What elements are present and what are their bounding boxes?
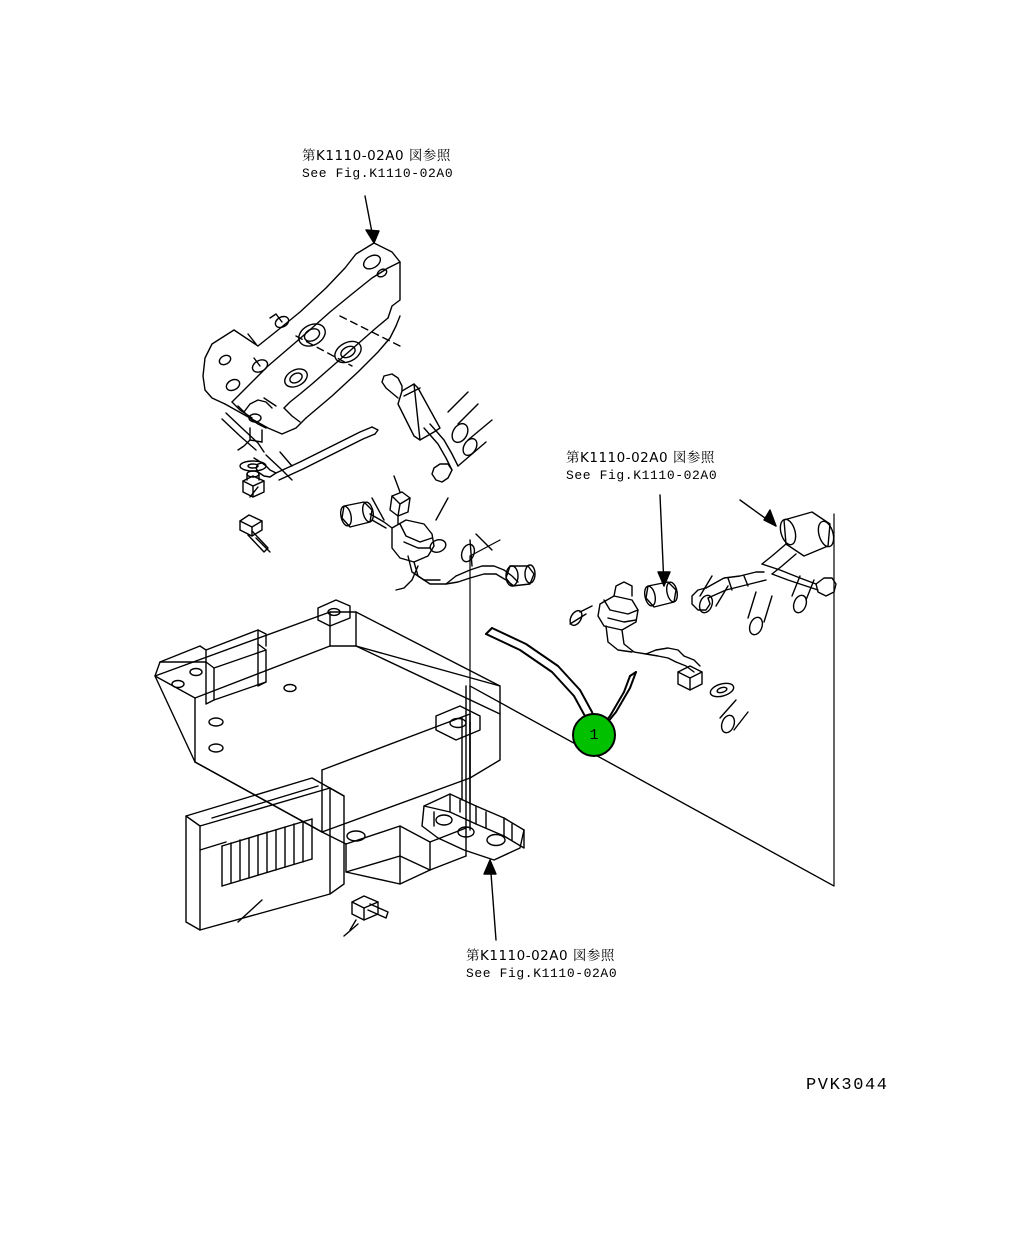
seat-base-frame: [155, 600, 500, 884]
leader-bottom-ref: [484, 860, 496, 940]
reference-callout-top: [302, 148, 453, 182]
center-linkage: [339, 492, 535, 590]
left-small-parts: [240, 461, 270, 552]
leaders-center: [372, 476, 492, 566]
item-number-badge-1: 1: [572, 713, 616, 757]
upper-bracket: [203, 243, 404, 434]
long-rod-left: [254, 427, 378, 480]
cover-bolt: [344, 896, 388, 936]
drawing-code: PVK3044: [806, 1076, 889, 1095]
reference-callout-bottom: [466, 948, 617, 982]
gas-cylinder-upper: [382, 374, 458, 482]
reference-callout-top-jp: 第K1110-02A0 図参照: [302, 148, 451, 164]
reference-callout-middle-jp: 第K1110-02A0 図参照: [566, 450, 715, 466]
reference-callout-middle-en: See Fig.K1110-02A0: [566, 468, 718, 483]
leaders-gas-cylinder: [448, 392, 492, 466]
reference-callout-bottom-en: See Fig.K1110-02A0: [466, 966, 618, 981]
hose-item-1: [486, 628, 636, 738]
reference-callout-middle: [566, 450, 717, 484]
right-assembly: [598, 512, 836, 699]
reference-callout-top-en: See Fig.K1110-02A0: [302, 166, 454, 181]
reference-callout-bottom-jp: 第K1110-02A0 図参照: [466, 948, 615, 964]
leader-top-ref: [365, 196, 379, 243]
hinge-detail: [238, 400, 272, 450]
